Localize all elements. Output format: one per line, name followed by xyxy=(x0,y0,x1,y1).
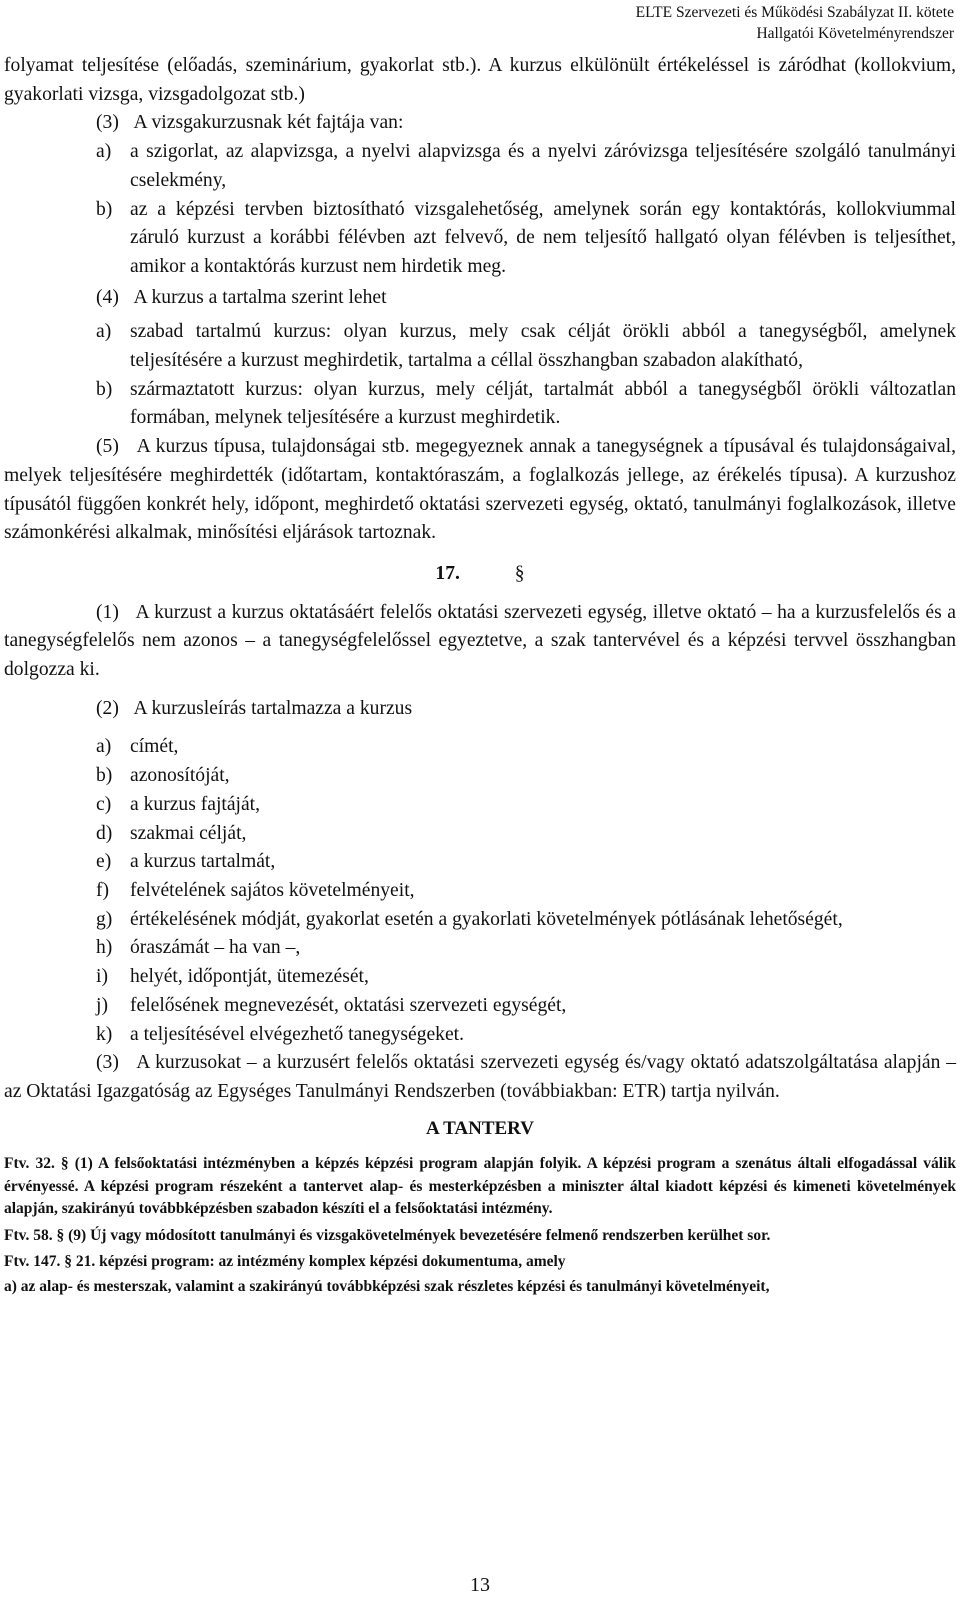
p4-item-b-label: b) xyxy=(96,378,113,400)
p3-lead: (3) A vizsgakurzusnak két fajtája van: xyxy=(96,112,404,134)
list-item-text: helyét, időpontját, ütemezését, xyxy=(130,966,369,988)
section-17-heading xyxy=(4,560,956,589)
list-item xyxy=(4,848,956,877)
p3-item-a xyxy=(4,138,956,195)
tanterv-title: A TANTERV xyxy=(426,1117,534,1139)
list-item-text: a kurzus fajtáját, xyxy=(130,793,261,815)
p4-item-a-text: szabad tartalmú kurzus: olyan kurzus, mely csak célját örökli abból a tanegységből, amelynek teljesítésére a kurzust meghirdetik, tartalma a céllal összhangban szabadon alakítható, xyxy=(130,321,956,372)
header-line-1: ELTE Szervezeti és Működési Szabályzat II. kötete xyxy=(635,4,954,21)
s17-p2-lead: (2) A kurzusleírás tartalmazza a kurzus xyxy=(96,697,413,719)
list-item-text: értékelésének módját, gyakorlat esetén a gyakorlati követelmények pótlásának lehetőségét, xyxy=(130,908,843,930)
p3-item-a-text: a szigorlat, az alapvizsga, a nyelvi alapvizsga és a nyelvi záróvizsga teljesítésére szolgáló tanulmányi cselekmény, xyxy=(130,141,956,191)
list-item-text: felelősének megnevezését, oktatási szervezeti egységét, xyxy=(130,994,567,1016)
list-item-text: óraszámát – ha van –, xyxy=(130,937,301,959)
p4-item-b xyxy=(4,376,956,433)
list-item xyxy=(4,1021,956,1050)
list-item xyxy=(4,992,956,1021)
p3-item-b-label: b) xyxy=(96,198,113,220)
p4-lead: (4) A kurzus a tartalma szerint lehet xyxy=(96,286,387,308)
list-item-label: f) xyxy=(96,879,110,901)
list-item-text: címét, xyxy=(130,736,179,758)
p3-item-b xyxy=(4,196,956,282)
p4-item-b-text: származtatott kurzus: olyan kurzus, mely célját, tartalmát abból a tanegységből örökli változatlan formában, melynek teljesítésére a kurzust meghirdetik. xyxy=(130,378,956,429)
p4-item-a xyxy=(4,318,956,375)
list-item-text: azonosítóját, xyxy=(130,765,230,787)
s17-p2-list xyxy=(4,733,956,1049)
list-item-label: k) xyxy=(96,1023,113,1045)
list-item xyxy=(4,762,956,791)
list-item-text: a teljesítésével elvégezhető tanegységeket. xyxy=(130,1023,465,1045)
s17-p3: (3) A kurzusokat – a kurzusért felelős oktatási szervezeti egység és/vagy oktató adatszolgáltatása alapján – az Oktatási Igazgatóság az Egységes Tanulmányi Rendszerben (továbbiakban: ETR) tartja nyilván. xyxy=(4,1052,956,1102)
list-item-label: i) xyxy=(96,966,108,988)
p5-paragraph: (5) A kurzus típusa, tulajdonságai stb. megegyeznek annak a tanegységnek a típusával és tulajdonságaival, melyek teljesítésére meghirdették (időtartam, kontaktóraszám, a foglalkozás jellege, az érékelés típusa). A kurzushoz típusától függően konkrét hely, időpont, meghirdető oktatási szervezeti egység, oktató, tanulmányi foglalkozások, illetve számonkérési alkalmak, minősítési eljárások tartoznak. xyxy=(4,436,956,544)
section-symbol: § xyxy=(514,562,525,584)
ftv-58: Ftv. 58. § (9) Új vagy módosított tanulmányi és vizsgakövetelmények bevezetésére felmenő rendszerben kerülhet sor. xyxy=(4,1226,771,1244)
list-item xyxy=(4,877,956,906)
list-item-text: felvételének sajátos követelményeit, xyxy=(130,879,415,901)
list-item-text: a kurzus tartalmát, xyxy=(130,851,276,873)
list-item-label: e) xyxy=(96,851,112,873)
list-item-label: d) xyxy=(96,822,113,844)
page-number: 13 xyxy=(470,1574,490,1596)
list-item xyxy=(4,934,956,963)
p4-item-a-label: a) xyxy=(96,321,112,343)
list-item-text: szakmai célját, xyxy=(130,822,247,844)
list-item xyxy=(4,733,956,762)
list-item-label: b) xyxy=(96,765,113,787)
p3-item-a-label: a) xyxy=(96,141,112,163)
document-body xyxy=(4,52,956,1298)
list-item xyxy=(4,963,956,992)
ftv-block xyxy=(4,1153,956,1298)
intro-paragraph: folyamat teljesítése (előadás, szeminárium, gyakorlat stb.). A kurzus elkülönült értékeléssel is záródhat (kollokvium, gyakorlati vizsga, vizsgadolgozat stb.) xyxy=(4,55,956,105)
ftv-147: Ftv. 147. § 21. képzési program: az intézmény komplex képzési dokumentuma, amely xyxy=(4,1253,566,1271)
section-number: 17. xyxy=(435,562,460,584)
ftv-147-a: a) az alap- és mesterszak, valamint a szakirányú továbbképzési szak részletes képzési és tanulmányi követelményeit, xyxy=(4,1277,770,1295)
header-line-2: Hallgatói Követelményrendszer xyxy=(756,25,954,42)
list-item-label: a) xyxy=(96,736,112,758)
list-item xyxy=(4,791,956,820)
list-item-label: g) xyxy=(96,908,113,930)
s17-p1: (1) A kurzust a kurzus oktatásáért felelős oktatási szervezeti egység, illetve oktató – ha a kurzusfelelős és a tanegységfelelős nem azonos – a tanegységfelelőssel egyeztetve, a szak tantervével és a képzési tervvel összhangban dolgozza ki. xyxy=(4,601,956,681)
page-header xyxy=(636,2,954,44)
ftv-32: Ftv. 32. § (1) A felsőoktatási intézményben a képzés képzési program alapján folyik. A képzési program a szenátus általi elfogadással válik érvényessé. A képzési program részeként a tantervet alap- és mesterképzésben a miniszter által kiadott képzési és kimeneti követelmények alapján, szakirányú továbbképzésben szabadon készíti el a felsőoktatási intézmény. xyxy=(4,1155,956,1218)
p3-item-b-text: az a képzési tervben biztosítható vizsgalehetőség, amelynek során egy kontaktórás, kollokviummal záruló kurzust a korábbi félévben azt felvevő, de nem teljesítő hallgató olyan félévben is teljesíthet, amikor a kontaktórás kurzust nem hirdetik meg. xyxy=(130,198,956,277)
list-item xyxy=(4,906,956,935)
list-item xyxy=(4,820,956,849)
list-item-label: h) xyxy=(96,937,113,959)
list-item-label: j) xyxy=(96,994,108,1016)
list-item-label: c) xyxy=(96,793,112,815)
